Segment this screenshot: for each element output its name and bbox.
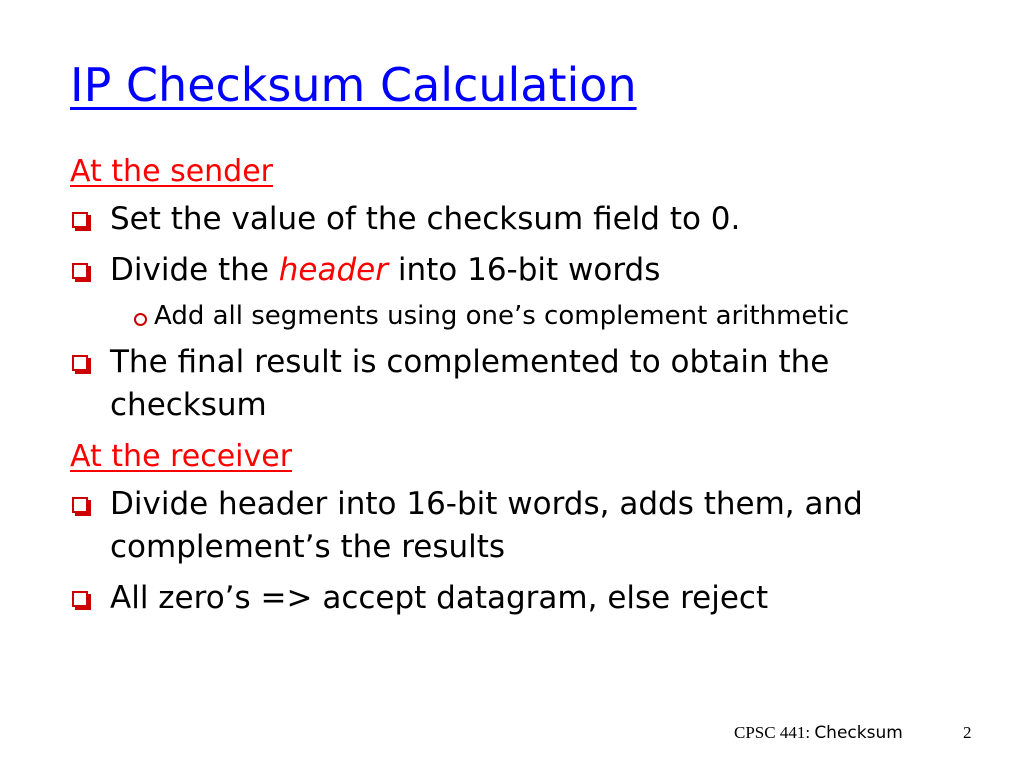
hollow-square-bullet-icon [72,212,88,228]
hollow-square-bullet-icon [72,497,88,513]
sender-heading: At the sender [70,154,273,189]
bullet-text: All zero’s => accept datagram, else reject [110,580,769,616]
bullet-receiver-1 [70,483,950,569]
hollow-square-bullet-icon [72,263,88,279]
bullet-text-post: into 16-bit words [388,252,661,288]
footer-course-label: CPSC 441: [734,723,815,742]
hollow-square-bullet-icon [72,591,88,607]
sub-bullet-sender [138,300,950,333]
receiver-heading: At the receiver [70,439,293,474]
footer-topic: Checksum [814,723,903,743]
footer-course [734,723,903,743]
bullet-sender-1 [70,198,950,241]
bullet-text-pre: Divide the [110,252,279,288]
bullet-text-accent: header [278,252,388,288]
slide-content [70,152,950,620]
bullet-text: Divide header into 16-bit words, adds them, and complement’s the results [110,486,863,565]
bullet-receiver-2 [70,577,950,620]
bullet-text: Set the value of the checksum field to 0. [110,201,741,237]
bullet-sender-2 [70,249,950,292]
sub-bullet-text: Add all segments using one’s complement arithmetic [154,301,850,331]
hollow-circle-bullet-icon [134,313,147,326]
bullet-text: The final result is complemented to obtain the checksum [110,344,830,423]
bullet-sender-3 [70,341,950,427]
hollow-square-bullet-icon [72,355,88,371]
page-number: 2 [963,723,972,742]
slide-title: IP Checksum Calculation [70,58,637,112]
